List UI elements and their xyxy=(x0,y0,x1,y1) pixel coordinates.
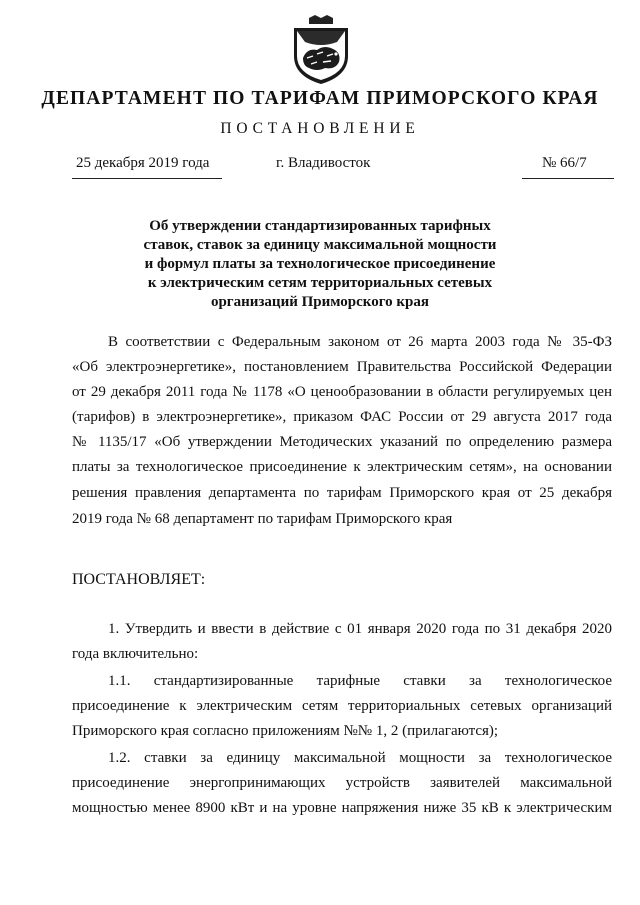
preamble-line: № 1135/17 «Об утверждении Методических указаний по определению размера xyxy=(72,434,612,450)
title-line: к электрическим сетям территориальных сетевых xyxy=(147,275,493,291)
item-1-2-line: мощностью менее 8900 кВт и на уровне напряжения ниже 35 кВ к электрическим xyxy=(72,800,612,816)
title-line: Об утверждении стандартизированных тарифных xyxy=(149,218,491,234)
title-line: ставок, ставок за единицу максимальной мощности xyxy=(143,237,497,253)
resolves-heading: ПОСТАНОВЛЯЕТ: xyxy=(72,571,206,588)
item-1-1-line: 1.1. стандартизированные тарифные ставки за технологическое xyxy=(108,673,612,689)
item-1-1-line: Приморского края согласно приложениям №№ 1, 2 (прилагаются); xyxy=(72,723,499,739)
item-1-line: 1. Утвердить и ввести в действие с 01 января 2020 года по 31 декабря 2020 xyxy=(108,621,612,637)
preamble-line: от 29 декабря 2011 года № 1178 «О ценообразовании в области регулируемых цен xyxy=(72,384,612,400)
preamble-line: 2019 года № 68 департамент по тарифам Приморского края xyxy=(72,511,453,527)
preamble-line: «Об электроэнергетике», постановлением Правительства Российской Федерации xyxy=(72,359,612,375)
item-1-2-line: присоединение энергопринимающих устройств заявителей максимальной xyxy=(72,775,612,791)
document-date: 25 декабря 2019 года xyxy=(76,155,210,171)
preamble-line: В соответствии с Федеральным законом от 26 марта 2003 года № 35-ФЗ xyxy=(108,334,612,350)
title-line: и формул платы за технологическое присоединение xyxy=(144,256,496,272)
title-line: организаций Приморского края xyxy=(210,294,430,310)
item-1-line: года включительно: xyxy=(72,646,199,662)
coat-of-arms-icon xyxy=(291,14,351,86)
preamble-line: платы за технологическое присоединение к электрическим сетям», на основании xyxy=(72,459,612,475)
preamble-line: (тарифов) в электроэнергетике», приказом ФАС России от 29 августа 2017 года xyxy=(72,409,612,425)
preamble-line: решения правления департамента по тарифам Приморского края от 25 декабря xyxy=(72,485,612,501)
number-underline xyxy=(522,178,614,179)
document-city: г. Владивосток xyxy=(276,155,371,171)
document-number: № 66/7 xyxy=(542,155,587,171)
item-1-1-line: присоединение к электрическим сетям территориальных сетевых организаций xyxy=(72,698,612,714)
date-underline xyxy=(72,178,222,179)
department-name: ДЕПАРТАМЕНТ ПО ТАРИФАМ ПРИМОРСКОГО КРАЯ xyxy=(41,88,599,109)
document-kind: ПОСТАНОВЛЕНИЕ xyxy=(220,120,420,137)
document-title xyxy=(120,217,520,312)
item-1-2-line: 1.2. ставки за единицу максимальной мощности за технологическое xyxy=(108,750,612,766)
